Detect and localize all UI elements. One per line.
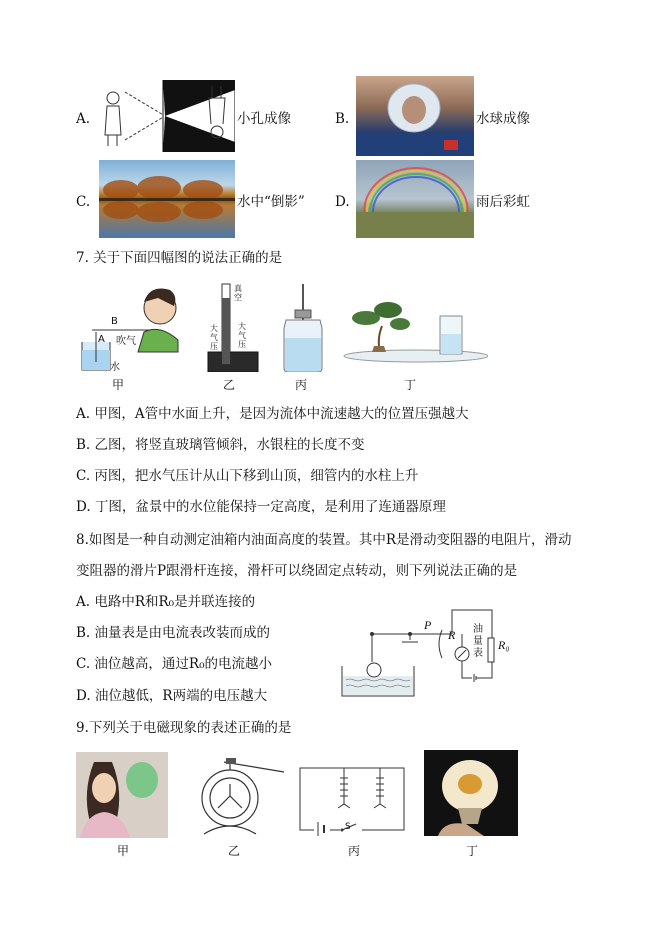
q7-label-b: B — [111, 316, 118, 327]
q7-figure-yi — [206, 280, 262, 372]
q6-option-b-caption: 水球成像 — [476, 111, 530, 127]
q8-label-meter: 油量表 — [473, 624, 483, 659]
q6-option-b-letter: B. — [335, 111, 350, 127]
q6-option-a-caption: 小孔成像 — [237, 111, 291, 127]
pinhole-imaging-figure — [95, 80, 235, 152]
q8-oil-tank-circuit-figure — [338, 604, 528, 700]
q8-stem-line2: 变阻器的滑片P跟滑杆连接，滑杆可以绕固定点转动，则下列说法正确的是 — [76, 563, 518, 579]
q9-figure-ding-bulb-photo — [424, 750, 518, 836]
q9-figure-bing-circuit — [298, 764, 408, 836]
q9-caption-jia: 甲 — [117, 844, 130, 858]
q7-label-vacuum: 真空 — [234, 284, 242, 302]
q7-label-a: A — [98, 334, 105, 345]
q7-figure-ding — [342, 296, 488, 368]
q7-caption-ding: 丁 — [404, 378, 417, 392]
q6-option-a-letter: A. — [76, 111, 91, 127]
q7-option-b: B. 乙图，将竖直玻璃管倾斜，水银柱的长度不变 — [76, 437, 365, 453]
q7-caption-bing: 丙 — [295, 378, 308, 392]
rainbow-photo — [356, 160, 474, 238]
q9-label-switch: S — [345, 822, 351, 832]
q7-stem: 7. 关于下面四幅图的说法正确的是 — [76, 250, 283, 266]
q7-option-d: D. 丁图，盆景中的水位能保持一定高度，是利用了连通器原理 — [76, 499, 446, 515]
q9-caption-bing: 丙 — [348, 844, 361, 858]
q8-label-r: R — [448, 628, 456, 642]
q7-figure-bing — [280, 282, 326, 372]
q9-caption-yi: 乙 — [228, 844, 241, 858]
q7-option-c: C. 丙图，把水气压计从山下移到山顶，细管内的水柱上升 — [76, 468, 419, 484]
q7-label-water: 水 — [110, 362, 120, 372]
q9-figure-jia-balloon-photo — [76, 752, 168, 838]
q6-option-c-letter: C. — [76, 194, 91, 210]
q7-option-a: A. 甲图，A管中水面上升，是因为流体中流速越大的位置压强越大 — [76, 406, 469, 422]
q8-option-a: A. 电路中R和R₀是并联连接的 — [76, 594, 256, 610]
q7-label-atm-left: 大气压 — [210, 324, 218, 351]
q6-option-c-caption: 水中“倒影” — [237, 194, 305, 210]
q9-caption-ding: 丁 — [466, 844, 479, 858]
reflection-photo — [99, 160, 235, 238]
q8-option-c: C. 油位越高，通过R₀的电流越小 — [76, 656, 273, 672]
q7-label-atm-right: 大气压 — [238, 322, 246, 349]
q6-option-d-letter: D. — [335, 194, 350, 210]
q7-figure-jia — [78, 280, 188, 372]
q7-caption-yi: 乙 — [223, 378, 236, 392]
q8-option-b: B. 油量表是由电流表改装而成的 — [76, 625, 271, 641]
q7-caption-jia: 甲 — [112, 378, 125, 392]
q9-stem: 9.下列关于电磁现象的表述正确的是 — [76, 720, 292, 736]
water-ball-photo — [356, 76, 474, 156]
q8-label-p: P — [424, 618, 432, 632]
q8-label-r0: R₀ — [498, 638, 510, 652]
q9-figure-yi — [190, 756, 286, 836]
q8-option-d: D. 油位越低，R两端的电压越大 — [76, 688, 268, 704]
q8-stem-line1: 8.如图是一种自动测定油箱内油面高度的装置。其中R是滑动变阻器的电阻片，滑动 — [76, 532, 572, 548]
q7-label-blow: 吹气 — [116, 336, 136, 347]
q6-option-d-caption: 雨后彩虹 — [476, 194, 530, 210]
